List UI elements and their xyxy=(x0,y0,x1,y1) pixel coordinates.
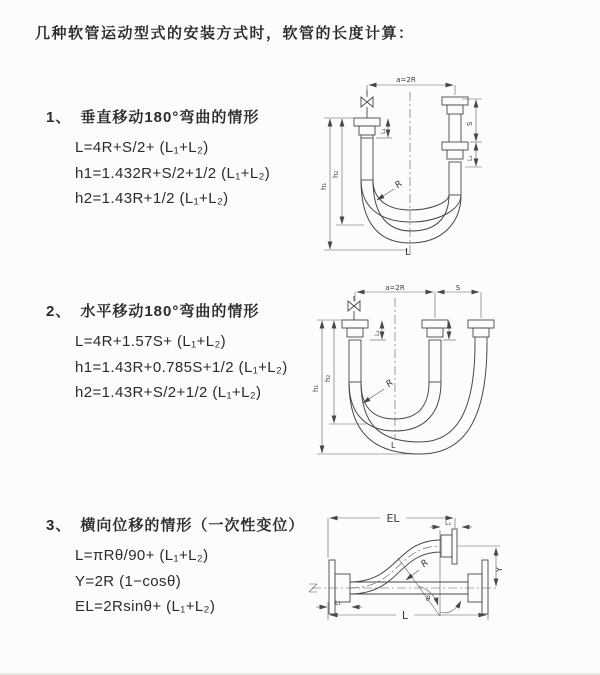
right-flange xyxy=(468,560,488,614)
angle-label: θ xyxy=(426,595,431,603)
dim-el-label: EL xyxy=(386,512,400,525)
radius-label: R xyxy=(419,558,431,570)
dim-offset-label: Y xyxy=(495,567,504,572)
section-heading xyxy=(46,514,304,535)
dim-fitting-right-label: L₂ xyxy=(445,520,451,527)
left-flange-assembly xyxy=(342,320,368,382)
dim-fitting-left-label: L₁ xyxy=(374,330,381,336)
dim-fitting-left-label: L₁ xyxy=(335,600,341,607)
dim-el xyxy=(328,512,455,558)
dim-stroke-label: S xyxy=(466,121,474,126)
dim-length xyxy=(328,602,488,622)
radius-callout xyxy=(377,179,405,200)
dim-h1-label: h₁ xyxy=(320,182,328,190)
formula-h2: h2=1.43R+1/2 (L₁+L₂) xyxy=(75,190,229,207)
dim-length-label: L xyxy=(401,609,409,622)
valve-icon xyxy=(361,90,373,118)
formula-length: L=4R+S/2+ (L₁+L₂) xyxy=(75,139,209,156)
braided-hose-section xyxy=(449,162,461,195)
section-title: 垂直移动180°弯曲的情形 xyxy=(80,109,260,126)
dim-fitting-right xyxy=(465,143,482,167)
right-flange-assembly xyxy=(442,97,468,195)
radius-label: R xyxy=(393,179,405,191)
formula-h2: h2=1.43R+S/2+1/2 (L₁+L₂) xyxy=(75,384,262,401)
dim-h1-label: h₁ xyxy=(312,384,320,392)
section-number: 1、 xyxy=(46,109,72,126)
formula-list xyxy=(75,543,304,620)
diagram-horizontal-bend xyxy=(308,282,570,467)
radius-callout xyxy=(363,378,396,403)
formula-length: L=4R+1.57S+ (L₁+L₂) xyxy=(75,333,227,350)
diagram-lateral-displacement xyxy=(300,502,600,654)
formula-list xyxy=(75,329,288,406)
dim-span-label: a=2R xyxy=(396,76,416,84)
formula-h1: h1=1.432R+S/2+1/2 (L₁+L₂) xyxy=(75,164,271,182)
dim-fitting-right xyxy=(430,520,472,527)
dim-stroke-label: S xyxy=(455,284,461,292)
section-number: 3、 xyxy=(46,517,72,534)
radius-callout xyxy=(406,558,431,580)
right-flange-assembly xyxy=(468,320,494,343)
formula-list xyxy=(75,135,270,212)
dim-fitting-left xyxy=(370,321,386,340)
dim-fitting-left-label: L₁ xyxy=(380,128,387,134)
angle-construction xyxy=(398,530,461,616)
section-horizontal-bend xyxy=(46,300,288,406)
section-lateral-displacement xyxy=(46,514,304,620)
hose-curves xyxy=(361,180,461,243)
dim-stroke-s xyxy=(437,284,481,318)
length-label: L xyxy=(405,247,411,258)
section-heading xyxy=(46,106,270,127)
formula-length: L=πRθ/90+ (L₁+L₂) xyxy=(75,547,209,564)
braided-hose-section xyxy=(429,340,441,382)
section-heading xyxy=(46,300,288,321)
diagram-vertical-bend xyxy=(310,72,520,267)
section-vertical-bend xyxy=(46,106,270,212)
section-number: 2、 xyxy=(46,303,72,320)
middle-flange-assembly xyxy=(422,320,448,382)
section-title: 横向位移的情形（一次性变位） xyxy=(80,517,305,534)
dim-fitting-right-label: L₁ xyxy=(467,155,474,161)
braided-hose-section xyxy=(361,138,373,180)
page-title: 几种软管运动型式的安装方式时，软管的长度计算： xyxy=(35,25,415,42)
left-flange-assembly xyxy=(354,118,380,180)
dim-span-label: a=2R xyxy=(385,284,405,292)
dim-h2-label: h₂ xyxy=(332,170,340,178)
formula-y: Y=2R (1−cosθ) xyxy=(75,572,182,590)
radius-label: R xyxy=(384,378,396,390)
dim-span-2r xyxy=(367,76,455,95)
section-title: 水平移动180°弯曲的情形 xyxy=(80,303,260,320)
dim-offset-y xyxy=(457,546,504,586)
dim-fitting-middle xyxy=(443,321,456,340)
dim-h2 xyxy=(324,321,366,424)
formula-el: EL=2Rsinθ+ (L₁+L₂) xyxy=(75,598,216,615)
valve-icon xyxy=(348,296,360,320)
braided-hose-section xyxy=(349,340,361,382)
dim-fitting-left xyxy=(376,119,392,138)
length-label: L xyxy=(391,441,396,450)
dim-h2-label: h₂ xyxy=(324,374,332,382)
upper-flange xyxy=(441,529,457,564)
formula-h1: h1=1.43R+0.785S+1/2 (L₁+L₂) xyxy=(75,358,288,376)
dim-fitting-left xyxy=(316,600,362,607)
